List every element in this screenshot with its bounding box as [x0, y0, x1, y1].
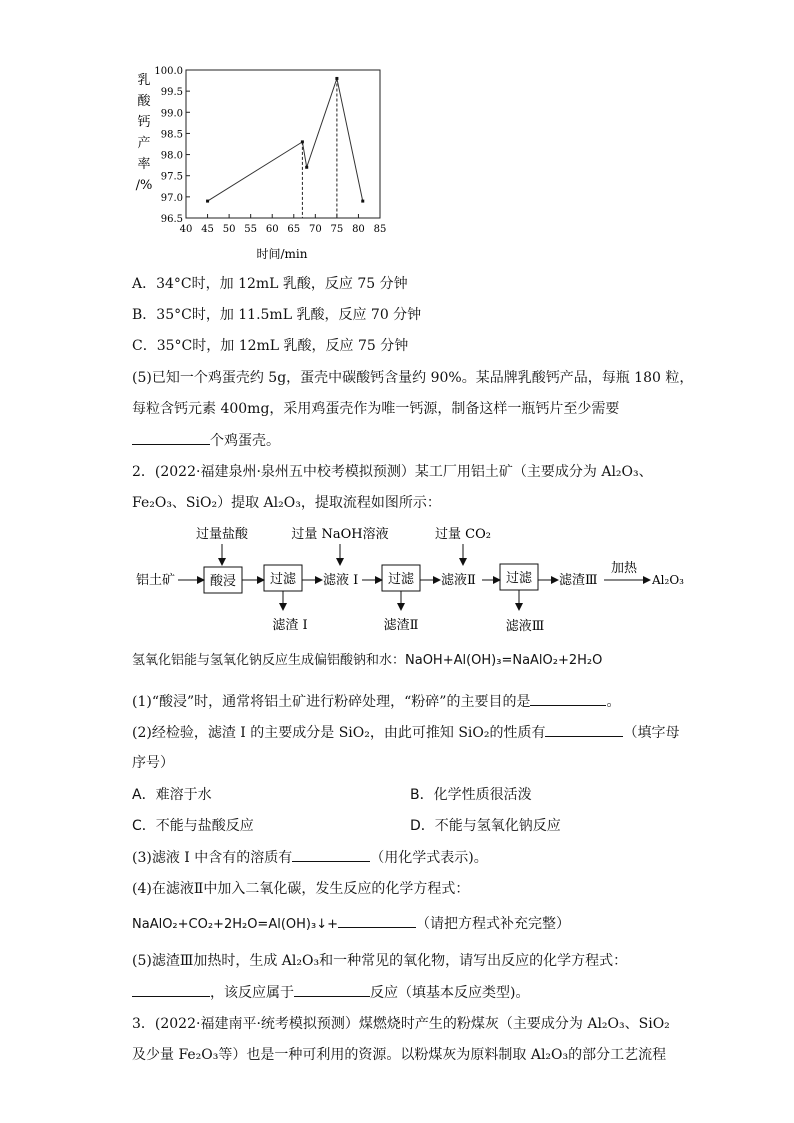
y-tick-label: 96.5	[160, 214, 183, 225]
choice-c[interactable]: C．不能与盐酸反应	[132, 818, 254, 834]
series-line	[208, 78, 363, 201]
q2-sub5-line2	[132, 982, 529, 1003]
answer-blank[interactable]	[545, 722, 623, 737]
ylabel-char: /%	[135, 178, 153, 193]
q2-sub3-head: (3)滤液 I 中含有的溶质有	[132, 850, 293, 866]
q2-sub1	[132, 691, 620, 712]
option-a: A．34°C时，加 12mL 乳酸，反应 75 分钟	[132, 276, 408, 292]
x-tick-label: 80	[352, 224, 365, 235]
answer-blank[interactable]	[338, 913, 416, 928]
ylabel-char: 乳	[137, 73, 151, 88]
q2-sub2-head: (2)经检验，滤渣 I 的主要成分是 SiO₂，由此可推知 SiO₂的性质有	[132, 725, 546, 741]
q5-line1: (5)已知一个鸡蛋壳约 5g，蛋壳中碳酸钙含量约 90%。某品牌乳酸钙产品，每瓶 180 粒，	[132, 370, 694, 386]
choice-a[interactable]: A．难溶于水	[132, 787, 212, 803]
reagent-hcl: 过量盐酸	[195, 527, 249, 542]
reagent-naoh: 过量 NaOH溶液	[291, 527, 389, 542]
data-point	[305, 166, 308, 169]
reaction-note: 氢氧化铝能与氢氧化钠反应生成偏铝酸钠和水：NaOH+Al(OH)₃=NaAlO₂+2H₂O	[132, 653, 603, 668]
q5-line3	[132, 430, 280, 451]
filtrate-2: 滤液Ⅱ	[441, 573, 476, 588]
chart-ylabel	[136, 73, 153, 193]
heat-label: 加热	[610, 561, 638, 576]
y-tick-label: 99.5	[160, 87, 183, 99]
q2-sub1-tail: 。	[606, 694, 621, 710]
q2-intro-line1: 2．(2022·福建泉州·泉州五中校考模拟预测）某工厂用铝土矿（主要成分为 Al₂O₃、	[132, 464, 653, 480]
process-flow-diagram	[130, 520, 690, 640]
choice-d[interactable]: D．不能与氢氧化钠反应	[410, 818, 561, 834]
q2-sub3	[132, 847, 488, 868]
q2-sub5-tail: 反应（填基本反应类型)。	[370, 985, 530, 1001]
x-tick-label: 45	[201, 224, 214, 235]
q2-sub2-tail: （填字母	[623, 725, 680, 741]
option-b: B．35°C时，加 11.5mL 乳酸，反应 70 分钟	[132, 307, 422, 323]
y-tick-label: 98.0	[160, 150, 183, 162]
residue-1: 滤渣 I	[272, 618, 308, 633]
ylabel-char: 率	[137, 157, 151, 172]
x-tick-label: 70	[308, 224, 322, 235]
y-tick-label: 99.0	[160, 108, 183, 120]
ylabel-char: 钙	[137, 115, 151, 130]
ylabel-char: 酸	[137, 94, 151, 109]
q2-sub2-line2: 序号）	[132, 755, 174, 771]
q2-intro-line2: Fe₂O₃、SiO₂）提取 Al₂O₃，提取流程如图所示：	[132, 495, 441, 511]
answer-blank[interactable]	[530, 691, 606, 706]
q2-sub3-tail: （用化学式表示)。	[370, 850, 488, 866]
y-tick-label: 98.5	[160, 129, 183, 141]
y-tick-label: 100.0	[154, 66, 183, 77]
q2-sub5-line1: (5)滤渣Ⅲ加热时，生成 Al₂O₃和一种常见的氧化物，请写出反应的化学方程式：	[132, 953, 628, 969]
q3-line1: 3．(2022·福建南平·统考模拟预测）煤燃烧时产生的粉煤灰（主要成分为 Al₂O₃、SiO₂	[132, 1016, 670, 1032]
data-point	[206, 200, 209, 203]
box-filter-1-label: 过滤	[269, 572, 297, 587]
option-c: C．35°C时，加 12mL 乳酸，反应 75 分钟	[132, 338, 409, 354]
x-tick-label: 75	[330, 224, 344, 235]
q2-sub5-mid: ，该反应属于	[210, 985, 294, 1001]
x-tick-label: 60	[265, 224, 279, 235]
product: Al₂O₃	[652, 573, 684, 587]
choice-b[interactable]: B．化学性质很活泼	[410, 787, 532, 803]
y-tick-label: 97.0	[160, 192, 183, 204]
q2-sub1-head: (1)“酸浸”时，通常将铝土矿进行粉碎处理，“粉碎”的主要目的是	[132, 694, 531, 710]
answer-blank[interactable]	[294, 982, 370, 997]
box-filter-3-label: 过滤	[505, 571, 533, 586]
q5-line2: 每粒含钙元素 400mg，采用鸡蛋壳作为唯一钙源，制备这样一瓶钙片至少需要	[132, 401, 620, 417]
box-filter-2-label: 过滤	[387, 572, 415, 587]
answer-blank[interactable]	[292, 847, 370, 862]
x-tick-label: 50	[222, 224, 236, 235]
q3-line2: 及少量 Fe₂O₃等）也是一种可利用的资源。以粉煤灰为原料制取 Al₂O₃的部分工艺流程	[132, 1047, 667, 1063]
filtrate-1: 滤液 I	[323, 573, 359, 588]
box-acid-leach-label: 酸浸	[209, 574, 237, 589]
answer-blank[interactable]	[132, 982, 210, 997]
y-tick-label: 97.5	[160, 171, 183, 183]
flow-start: 铝土矿	[136, 573, 176, 588]
x-tick-label: 85	[373, 224, 387, 235]
x-tick-label: 55	[244, 224, 258, 235]
reagent-co2: 过量 CO₂	[435, 527, 491, 542]
x-tick-label: 40	[179, 224, 193, 235]
q2-sub4-line1: (4)在滤液Ⅱ中加入二氧化碳，发生反应的化学方程式：	[132, 881, 470, 897]
equation-head: NaAlO₂+CO₂+2H₂O=Al(OH)₃↓+	[132, 917, 338, 932]
x-tick-label: 65	[287, 224, 301, 235]
residue-2: 滤渣Ⅱ	[383, 618, 419, 633]
data-point	[301, 140, 304, 143]
data-point	[361, 200, 364, 203]
residue-3: 滤渣Ⅲ	[559, 573, 598, 588]
equation-tail: （请把方程式补充完整）	[415, 916, 570, 932]
q5-line3-tail: 个鸡蛋壳。	[210, 433, 280, 449]
q2-sub4-equation	[132, 913, 570, 935]
answer-blank[interactable]	[132, 430, 210, 445]
ylabel-char: 产	[137, 136, 151, 151]
yield-time-chart	[130, 62, 400, 262]
chart-xlabel: 时间/min	[256, 247, 308, 261]
q2-sub2	[132, 722, 679, 743]
filtrate-3: 滤液Ⅲ	[505, 619, 545, 634]
data-point	[335, 77, 338, 80]
